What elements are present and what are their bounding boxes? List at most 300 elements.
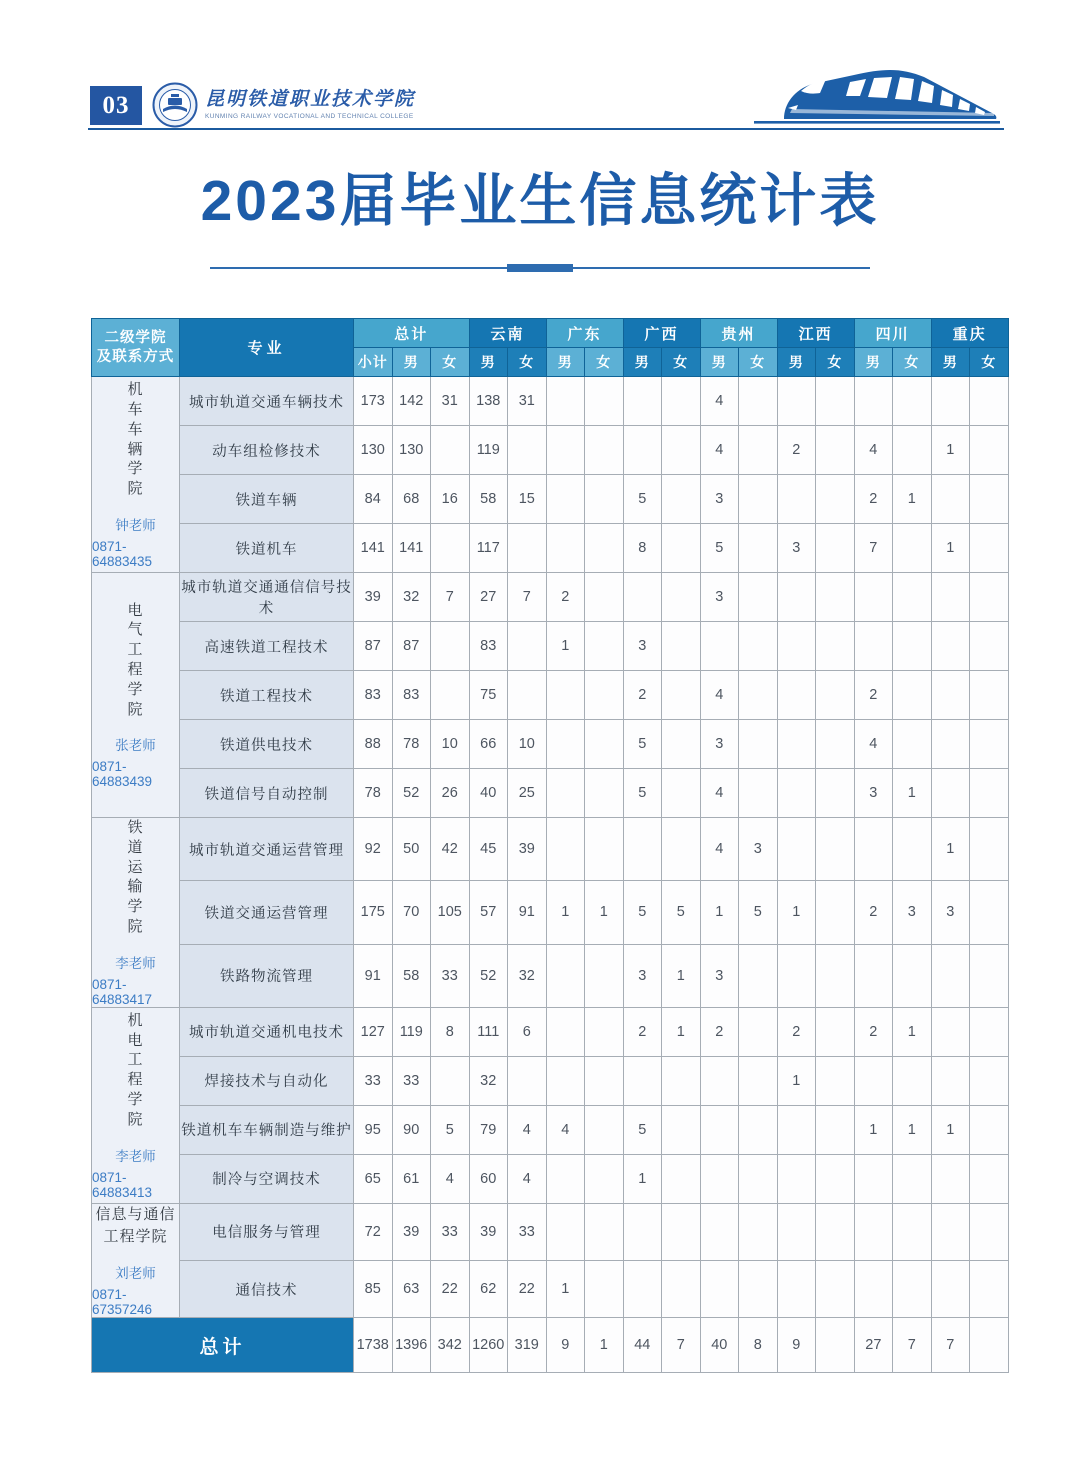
college-cell-3 xyxy=(92,1007,180,1203)
stat-cell xyxy=(546,377,585,426)
total-stat-cell: 7 xyxy=(931,1318,970,1373)
college-header-line2: 及联系方式 xyxy=(96,348,175,365)
table-row xyxy=(92,573,1009,622)
stat-cell xyxy=(585,720,624,769)
total-stat-cell: 7 xyxy=(893,1318,932,1373)
major-cell: 动车组检修技术 xyxy=(180,426,354,475)
stat-cell xyxy=(585,944,624,1007)
stat-cell: 87 xyxy=(354,622,393,671)
stat-cell xyxy=(662,769,701,818)
stat-cell xyxy=(854,1261,893,1318)
stat-cell: 7 xyxy=(431,573,470,622)
sub-header: 女 xyxy=(893,348,932,377)
stat-cell: 8 xyxy=(431,1007,470,1056)
stat-cell: 5 xyxy=(623,720,662,769)
stat-cell: 32 xyxy=(469,1056,508,1105)
stat-cell: 22 xyxy=(431,1261,470,1318)
stat-cell: 111 xyxy=(469,1007,508,1056)
stat-cell xyxy=(623,573,662,622)
stat-cell xyxy=(931,475,970,524)
stat-cell: 5 xyxy=(623,475,662,524)
table-row xyxy=(92,622,1009,671)
sub-header: 男 xyxy=(623,348,662,377)
stat-cell: 5 xyxy=(700,524,739,573)
college-name-line: 电 xyxy=(127,1031,144,1049)
stat-cell: 2 xyxy=(777,1007,816,1056)
college-name-line: 道 xyxy=(127,838,144,856)
stat-cell xyxy=(739,769,778,818)
stat-cell xyxy=(777,720,816,769)
stat-cell: 4 xyxy=(700,818,739,881)
stat-cell xyxy=(585,769,624,818)
college-phone: 0871-67357246 xyxy=(92,1287,153,1318)
sub-header: 女 xyxy=(585,348,624,377)
stat-cell xyxy=(816,573,855,622)
stat-cell xyxy=(970,426,1009,475)
stat-cell xyxy=(546,944,585,1007)
stat-cell: 3 xyxy=(739,818,778,881)
stat-cell xyxy=(739,1261,778,1318)
stat-cell: 27 xyxy=(469,573,508,622)
major-cell: 高速铁道工程技术 xyxy=(180,622,354,671)
stat-cell xyxy=(893,573,932,622)
stat-cell: 68 xyxy=(392,475,431,524)
stat-cell xyxy=(739,1154,778,1203)
major-cell: 通信技术 xyxy=(180,1261,354,1318)
stat-cell: 32 xyxy=(392,573,431,622)
major-cell: 城市轨道交通机电技术 xyxy=(180,1007,354,1056)
stat-cell xyxy=(739,573,778,622)
stat-cell xyxy=(970,1154,1009,1203)
table-row xyxy=(92,1261,1009,1318)
stat-cell xyxy=(585,1056,624,1105)
stat-cell xyxy=(970,1105,1009,1154)
major-cell: 铁路物流管理 xyxy=(180,944,354,1007)
sub-header: 小计 xyxy=(354,348,393,377)
stat-cell xyxy=(970,720,1009,769)
stat-cell: 58 xyxy=(392,944,431,1007)
stat-cell xyxy=(816,1056,855,1105)
stat-cell xyxy=(854,818,893,881)
stat-cell xyxy=(546,1154,585,1203)
stat-cell: 75 xyxy=(469,671,508,720)
stat-cell xyxy=(585,818,624,881)
stat-cell: 65 xyxy=(354,1154,393,1203)
total-stat-cell: 1396 xyxy=(392,1318,431,1373)
stat-cell xyxy=(816,622,855,671)
stat-cell xyxy=(816,1007,855,1056)
stat-cell: 70 xyxy=(392,881,431,944)
stat-cell: 15 xyxy=(508,475,547,524)
stat-cell xyxy=(585,426,624,475)
stat-cell xyxy=(893,524,932,573)
stat-cell xyxy=(662,1154,701,1203)
college-box xyxy=(92,380,179,569)
college-name xyxy=(127,380,143,499)
stat-cell xyxy=(662,573,701,622)
stat-cell: 63 xyxy=(392,1261,431,1318)
major-cell: 电信服务与管理 xyxy=(180,1203,354,1260)
stat-cell: 2 xyxy=(546,573,585,622)
stat-cell: 72 xyxy=(354,1203,393,1260)
stat-cell: 3 xyxy=(623,944,662,1007)
stat-cell xyxy=(585,524,624,573)
stat-cell xyxy=(970,818,1009,881)
college-cell-2 xyxy=(92,818,180,1008)
stat-cell: 173 xyxy=(354,377,393,426)
stat-cell xyxy=(546,475,585,524)
stat-cell: 1 xyxy=(931,818,970,881)
table-row xyxy=(92,1203,1009,1260)
stat-cell: 33 xyxy=(354,1056,393,1105)
stat-cell: 83 xyxy=(392,671,431,720)
total-stat-cell: 319 xyxy=(508,1318,547,1373)
stat-cell xyxy=(970,1007,1009,1056)
stat-cell xyxy=(662,622,701,671)
stat-cell xyxy=(931,377,970,426)
college-box xyxy=(92,1011,179,1200)
stat-cell: 31 xyxy=(431,377,470,426)
stat-cell: 88 xyxy=(354,720,393,769)
stat-cell: 33 xyxy=(431,944,470,1007)
stat-cell: 4 xyxy=(700,426,739,475)
sub-header: 男 xyxy=(777,348,816,377)
college-name-line: 学 xyxy=(127,898,144,916)
total-stat-cell: 27 xyxy=(854,1318,893,1373)
stat-cell xyxy=(508,1056,547,1105)
table-row xyxy=(92,1105,1009,1154)
stat-cell: 83 xyxy=(354,671,393,720)
stat-cell xyxy=(739,1007,778,1056)
stat-cell xyxy=(662,377,701,426)
title-underline xyxy=(210,264,870,272)
college-name-line: 院 xyxy=(127,917,144,935)
stat-cell: 78 xyxy=(392,720,431,769)
college-name-line: 信息与通信 xyxy=(95,1205,176,1223)
major-cell: 铁道工程技术 xyxy=(180,671,354,720)
total-stat-cell: 40 xyxy=(700,1318,739,1373)
stat-cell xyxy=(893,944,932,1007)
stat-cell xyxy=(662,1105,701,1154)
college-teacher: 钟老师 xyxy=(115,517,156,533)
table-body xyxy=(92,377,1009,1373)
college-teacher: 刘老师 xyxy=(115,1266,156,1282)
stat-cell xyxy=(739,1105,778,1154)
stat-cell: 31 xyxy=(508,377,547,426)
college-teacher: 李老师 xyxy=(115,1148,156,1164)
stat-cell xyxy=(970,671,1009,720)
stat-cell: 3 xyxy=(700,573,739,622)
table-row xyxy=(92,475,1009,524)
stat-cell xyxy=(623,377,662,426)
stat-cell xyxy=(893,622,932,671)
stat-cell: 2 xyxy=(623,671,662,720)
stat-cell: 141 xyxy=(392,524,431,573)
stat-cell: 2 xyxy=(854,671,893,720)
stat-cell xyxy=(739,622,778,671)
stat-cell xyxy=(970,881,1009,944)
college-name xyxy=(127,601,143,720)
stat-cell: 95 xyxy=(354,1105,393,1154)
major-header: 专业 xyxy=(180,319,354,377)
stat-cell xyxy=(777,1261,816,1318)
college-box xyxy=(92,601,179,790)
stat-cell xyxy=(585,1105,624,1154)
stat-cell xyxy=(777,1154,816,1203)
stat-cell xyxy=(700,1105,739,1154)
stat-cell xyxy=(662,818,701,881)
stat-cell xyxy=(970,622,1009,671)
table-row xyxy=(92,524,1009,573)
stat-cell: 119 xyxy=(469,426,508,475)
sub-header: 男 xyxy=(854,348,893,377)
total-stat-cell xyxy=(970,1318,1009,1373)
stat-cell xyxy=(431,426,470,475)
stat-cell xyxy=(700,622,739,671)
stat-cell xyxy=(893,1154,932,1203)
stat-cell xyxy=(546,426,585,475)
stat-cell: 79 xyxy=(469,1105,508,1154)
stat-cell xyxy=(546,720,585,769)
college-name-line: 气 xyxy=(127,621,144,639)
stat-cell xyxy=(623,1203,662,1260)
stat-cell: 5 xyxy=(623,769,662,818)
stat-cell: 5 xyxy=(739,881,778,944)
college-name-line: 输 xyxy=(127,878,144,896)
stat-cell xyxy=(662,426,701,475)
stat-cell: 1 xyxy=(662,1007,701,1056)
stat-cell: 130 xyxy=(392,426,431,475)
sub-header: 男 xyxy=(546,348,585,377)
graduate-stats-table xyxy=(91,318,1009,1373)
total-label: 总计 xyxy=(92,1318,354,1373)
stat-cell xyxy=(777,377,816,426)
stat-cell: 127 xyxy=(354,1007,393,1056)
stat-cell xyxy=(508,426,547,475)
stat-cell xyxy=(508,671,547,720)
stat-cell xyxy=(623,818,662,881)
stat-cell xyxy=(970,524,1009,573)
stat-cell: 2 xyxy=(777,426,816,475)
college-brand xyxy=(152,82,415,128)
stat-cell: 91 xyxy=(508,881,547,944)
stat-cell xyxy=(546,524,585,573)
stat-cell xyxy=(662,1203,701,1260)
table-row xyxy=(92,720,1009,769)
college-name-line: 院 xyxy=(127,480,144,498)
stat-cell xyxy=(854,944,893,1007)
stat-cell xyxy=(893,377,932,426)
stat-cell xyxy=(854,1203,893,1260)
stat-cell xyxy=(546,818,585,881)
total-stat-cell: 1738 xyxy=(354,1318,393,1373)
stat-cell xyxy=(546,769,585,818)
stat-cell: 90 xyxy=(392,1105,431,1154)
stat-cell xyxy=(931,622,970,671)
stat-cell: 105 xyxy=(431,881,470,944)
stat-cell xyxy=(662,1261,701,1318)
stat-cell: 2 xyxy=(854,475,893,524)
table-row xyxy=(92,426,1009,475)
college-cell-4 xyxy=(92,1203,180,1318)
college-name-line: 运 xyxy=(127,858,144,876)
stat-cell: 4 xyxy=(546,1105,585,1154)
stat-cell: 22 xyxy=(508,1261,547,1318)
sub-header: 男 xyxy=(700,348,739,377)
page-number-badge: 03 xyxy=(90,86,142,125)
stat-cell xyxy=(931,1154,970,1203)
stat-cell xyxy=(970,1056,1009,1105)
stat-cell xyxy=(893,720,932,769)
college-contact-header xyxy=(92,319,180,377)
sub-header: 女 xyxy=(508,348,547,377)
college-cell-0 xyxy=(92,377,180,573)
stat-cell: 16 xyxy=(431,475,470,524)
stat-cell xyxy=(893,1203,932,1260)
stat-cell xyxy=(623,426,662,475)
group-header-5: 江西 xyxy=(777,319,854,348)
stat-cell: 10 xyxy=(431,720,470,769)
college-cell-1 xyxy=(92,573,180,818)
stat-cell: 3 xyxy=(893,881,932,944)
stat-cell: 61 xyxy=(392,1154,431,1203)
stat-cell: 5 xyxy=(623,881,662,944)
stat-cell: 25 xyxy=(508,769,547,818)
stat-cell xyxy=(931,573,970,622)
college-logo-icon xyxy=(152,82,198,128)
stat-cell: 40 xyxy=(469,769,508,818)
group-header-1: 云南 xyxy=(469,319,546,348)
stat-cell xyxy=(739,720,778,769)
stat-cell xyxy=(816,818,855,881)
stat-cell xyxy=(700,1056,739,1105)
total-stat-cell: 9 xyxy=(777,1318,816,1373)
stat-cell xyxy=(854,1056,893,1105)
stat-cell: 1 xyxy=(893,769,932,818)
sub-header: 女 xyxy=(662,348,701,377)
stat-cell: 4 xyxy=(431,1154,470,1203)
stat-cell xyxy=(585,671,624,720)
college-name-line: 辆 xyxy=(127,440,144,458)
total-row xyxy=(92,1318,1009,1373)
stat-cell: 39 xyxy=(469,1203,508,1260)
stat-cell xyxy=(777,1105,816,1154)
stat-cell: 4 xyxy=(700,671,739,720)
college-name-line: 车 xyxy=(127,420,144,438)
stat-cell xyxy=(931,1261,970,1318)
stat-cell xyxy=(777,573,816,622)
stat-cell: 1 xyxy=(700,881,739,944)
stat-cell xyxy=(816,769,855,818)
stat-cell xyxy=(508,622,547,671)
college-name xyxy=(95,1204,175,1248)
total-stat-cell: 1260 xyxy=(469,1318,508,1373)
stat-cell: 1 xyxy=(546,881,585,944)
group-header-4: 贵州 xyxy=(700,319,777,348)
stat-cell: 60 xyxy=(469,1154,508,1203)
stat-cell: 1 xyxy=(585,881,624,944)
college-name-zh: 昆明铁道职业技术学院 xyxy=(205,88,416,110)
stat-cell: 3 xyxy=(700,475,739,524)
college-name xyxy=(127,1011,143,1130)
stat-cell xyxy=(931,944,970,1007)
stat-cell xyxy=(970,377,1009,426)
stat-cell: 1 xyxy=(662,944,701,1007)
stat-cell xyxy=(816,720,855,769)
stat-cell xyxy=(777,622,816,671)
stat-cell: 10 xyxy=(508,720,547,769)
stat-cell xyxy=(854,573,893,622)
college-name-line: 程 xyxy=(127,661,144,678)
table-row xyxy=(92,377,1009,426)
stat-cell: 83 xyxy=(469,622,508,671)
stat-cell: 58 xyxy=(469,475,508,524)
total-stat-cell: 1 xyxy=(585,1318,624,1373)
stat-cell xyxy=(585,573,624,622)
stat-cell: 1 xyxy=(546,622,585,671)
stat-cell: 4 xyxy=(508,1154,547,1203)
total-stat-cell: 342 xyxy=(431,1318,470,1373)
stat-cell xyxy=(739,377,778,426)
stat-cell: 1 xyxy=(893,475,932,524)
college-name-line: 院 xyxy=(127,700,144,718)
major-cell: 焊接技术与自动化 xyxy=(180,1056,354,1105)
stat-cell xyxy=(816,671,855,720)
stat-cell xyxy=(970,944,1009,1007)
stat-cell xyxy=(662,720,701,769)
stat-cell xyxy=(893,671,932,720)
stat-cell xyxy=(777,818,816,881)
total-stat-cell: 9 xyxy=(546,1318,585,1373)
sub-header: 女 xyxy=(431,348,470,377)
college-phone: 0871-64883413 xyxy=(92,1169,153,1200)
group-header-2: 广东 xyxy=(546,319,623,348)
sub-header: 男 xyxy=(392,348,431,377)
stat-cell: 78 xyxy=(354,769,393,818)
stat-cell xyxy=(893,818,932,881)
stat-cell xyxy=(585,475,624,524)
stat-cell xyxy=(546,1203,585,1260)
stat-cell xyxy=(431,524,470,573)
sub-header: 女 xyxy=(739,348,778,377)
stat-cell: 87 xyxy=(392,622,431,671)
stat-cell: 33 xyxy=(508,1203,547,1260)
college-phone: 0871-64883439 xyxy=(92,759,153,790)
stat-cell: 66 xyxy=(469,720,508,769)
stat-cell xyxy=(777,475,816,524)
college-name xyxy=(127,818,143,937)
sub-header: 女 xyxy=(816,348,855,377)
sub-header: 女 xyxy=(970,348,1009,377)
college-name-line: 机 xyxy=(127,381,144,399)
stat-cell: 4 xyxy=(854,426,893,475)
stat-cell xyxy=(816,881,855,944)
stat-cell xyxy=(585,1007,624,1056)
stat-cell xyxy=(546,671,585,720)
stat-cell xyxy=(585,622,624,671)
stat-cell xyxy=(931,720,970,769)
stat-cell: 3 xyxy=(623,622,662,671)
college-name-line: 学 xyxy=(127,460,144,478)
stat-cell xyxy=(777,671,816,720)
college-name-line: 工 xyxy=(127,641,144,659)
total-stat-cell: 44 xyxy=(623,1318,662,1373)
stat-cell: 33 xyxy=(431,1203,470,1260)
stat-cell: 141 xyxy=(354,524,393,573)
stat-cell xyxy=(662,524,701,573)
stat-cell xyxy=(739,1056,778,1105)
stat-cell xyxy=(816,377,855,426)
